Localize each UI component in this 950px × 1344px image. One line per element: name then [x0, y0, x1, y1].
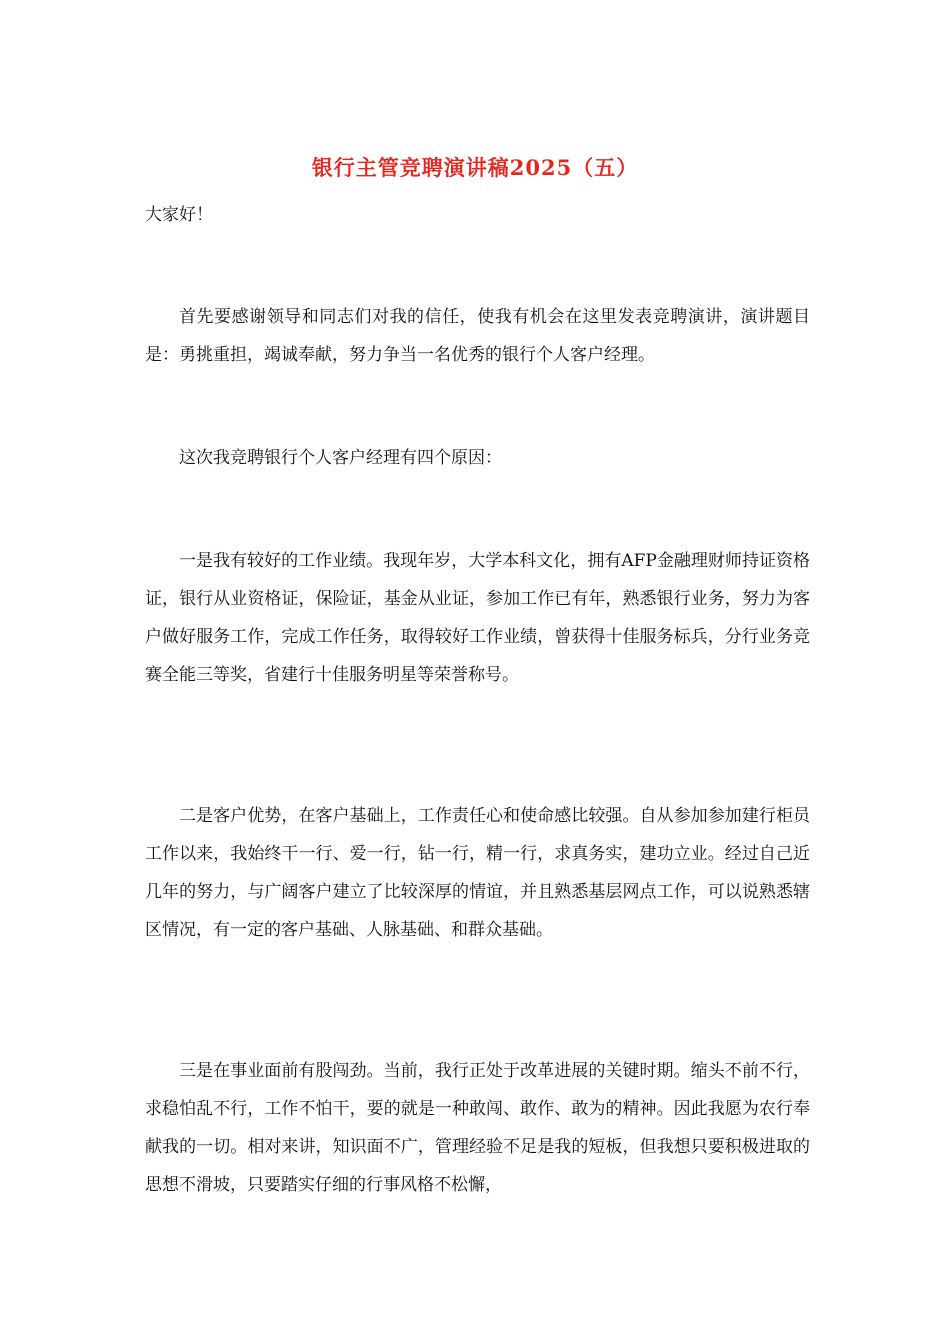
- paragraph-4: 二是客户优势，在客户基础上，工作责任心和使命感比较强。自从参加参加建行柜员工作以来，我始终干一行、爱一行，钻一行，精一行，求真务实，建功立业。经过自己近几年的努力，与广阔客户建立了比较深厚的情谊，并且熟悉基层网点工作，可以说熟悉辖区情况，有一定的客户基础、人脉基础、和群众基础。: [145, 806, 810, 940]
- paragraph-1: 首先要感谢领导和同志们对我的信任，使我有机会在这里发表竞聘演讲，演讲题目是：勇挑重担，竭诚奉献，努力争当一名优秀的银行个人客户经理。: [145, 307, 810, 365]
- document-title: 银行主管竞聘演讲稿2025（五）: [311, 155, 639, 180]
- paragraph-2: 这次我竞聘银行个人客户经理有四个原因：: [179, 448, 502, 468]
- paragraph-5: 三是在事业面前有股闯劲。当前，我行正处于改革进展的关键时期。缩头不前不行，求稳怕乱不行，工作不怕干，要的就是一种敢闯、敢作、敢为的精神。因此我愿为农行奉献我的一切。相对来讲，知识面不广，管理经验不足是我的短板，但我想只要积极进取的思想不滑坡，只要踏实仔细的行事风格不松懈，: [145, 1061, 810, 1195]
- paragraph-3: 一是我有较好的工作业绩。我现年岁，大学本科文化，拥有AFP金融理财师持证资格证，银行从业资格证，保险证，基金从业证，参加工作已有年，熟悉银行业务，努力为客户做好服务工作，完成工作任务，取得较好工作业绩，曾获得十佳服务标兵，分行业务竞赛全能三等奖，省建行十佳服务明星等荣誉称号。: [145, 551, 810, 685]
- greeting-text: 大家好！: [145, 205, 213, 225]
